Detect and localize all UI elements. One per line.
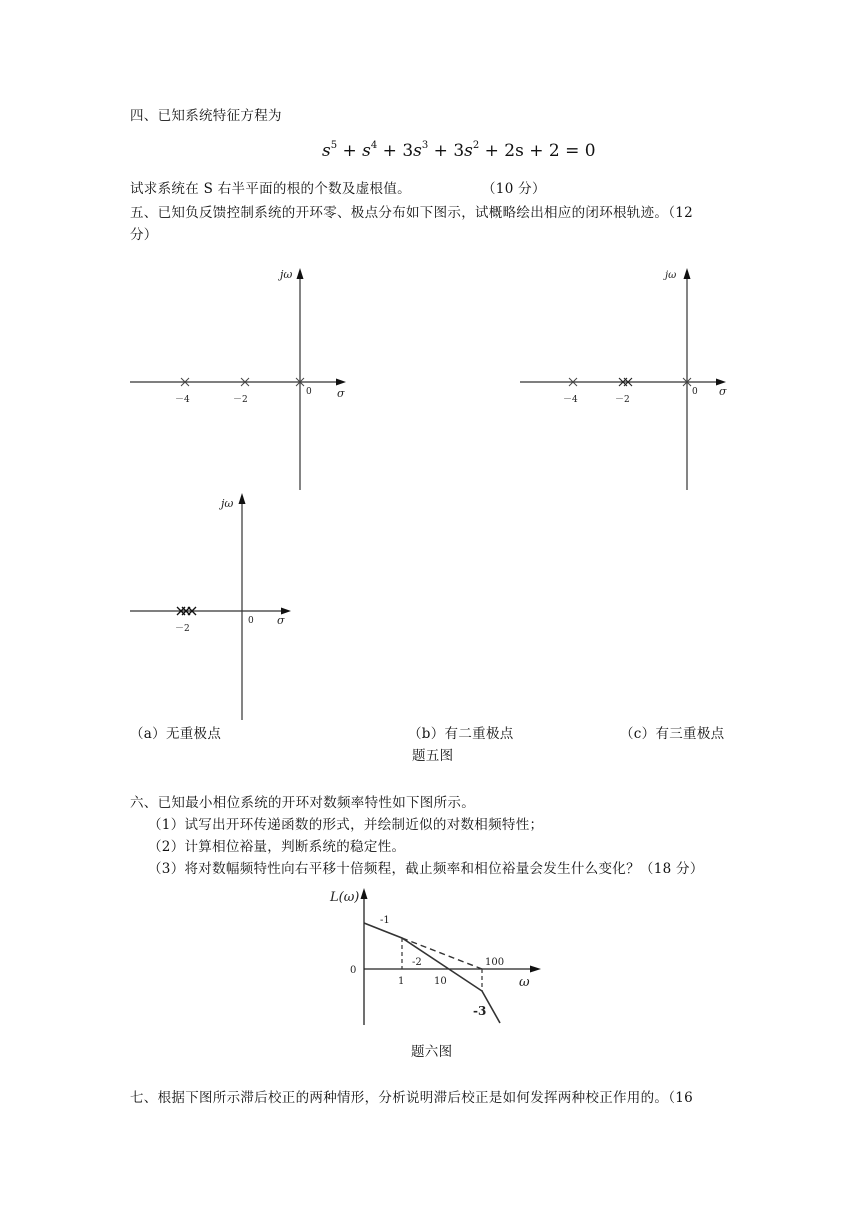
root-locus-plot-b bbox=[515, 260, 755, 495]
q4-prompt: 试求系统在 S 右半平面的根的个数及虚根值。 bbox=[130, 181, 411, 197]
bode-y-axis-label: L(ω) bbox=[330, 890, 360, 905]
bode-slope-label: -3 bbox=[473, 1004, 487, 1018]
tick-label: －4 bbox=[175, 395, 190, 405]
tick-label: －4 bbox=[563, 395, 578, 405]
q6-item-2: （2）计算相位裕量，判断系统的稳定性。 bbox=[148, 839, 406, 855]
origin-label: 0 bbox=[692, 387, 698, 397]
caption-b: （b）有二重极点 bbox=[408, 726, 514, 742]
bode-magnitude-plot bbox=[330, 883, 550, 1033]
bode-slope-label: -1 bbox=[380, 915, 390, 926]
bode-slope-label: -2 bbox=[412, 957, 422, 968]
q5-heading-line2: 分） bbox=[130, 227, 158, 243]
q6-item-3: （3）将对数幅频特性向右平移十倍频程，截止频率和相位裕量会发生什么变化？（18 分） bbox=[148, 861, 704, 877]
imag-axis-label: jω bbox=[280, 268, 293, 281]
bode-x-axis-label: ω bbox=[519, 975, 530, 990]
tick-label: －2 bbox=[615, 395, 630, 405]
tick-label: －2 bbox=[175, 624, 190, 634]
root-locus-plot-c bbox=[120, 485, 320, 725]
q6-heading: 六、已知最小相位系统的开环对数频率特性如下图所示。 bbox=[130, 795, 475, 811]
q4-points: （10 分） bbox=[482, 181, 546, 197]
real-axis-label: σ bbox=[337, 387, 345, 400]
bode-zero-label: 0 bbox=[350, 965, 357, 976]
origin-label: 0 bbox=[248, 616, 254, 626]
bode-tick-label: 10 bbox=[434, 976, 447, 987]
q4-heading: 四、已知系统特征方程为 bbox=[130, 108, 282, 124]
figure-5-caption: 题五图 bbox=[412, 748, 454, 764]
origin-label: 0 bbox=[306, 387, 312, 397]
q5-heading-line1: 五、已知负反馈控制系统的开环零、极点分布如下图示，试概略绘出相应的闭环根轨迹。（12 bbox=[130, 205, 694, 221]
bode-tick-label: 1 bbox=[398, 976, 405, 987]
real-axis-label: σ bbox=[719, 385, 727, 398]
figure-6-caption: 题六图 bbox=[411, 1044, 453, 1060]
caption-a: （a）无重极点 bbox=[130, 726, 222, 742]
imag-axis-label: jω bbox=[665, 270, 677, 281]
real-axis-label: σ bbox=[277, 614, 285, 627]
bode-tick-label: 100 bbox=[485, 957, 505, 968]
root-locus-plot-a bbox=[120, 260, 360, 495]
characteristic-equation: $s^5 + s^4 + 3s^3 + 3s^2 + 2s + 2 = 0$ bbox=[322, 140, 596, 161]
imag-axis-label: jω bbox=[221, 497, 234, 510]
tick-label: －2 bbox=[233, 395, 248, 405]
caption-c: （c）有三重极点 bbox=[620, 726, 725, 742]
q6-item-1: （1）试写出开环传递函数的形式，并绘制近似的对数相频特性； bbox=[148, 817, 544, 833]
q7-heading: 七、根据下图所示滞后校正的两种情形，分析说明滞后校正是如何发挥两种校正作用的。（16 bbox=[130, 1090, 694, 1106]
